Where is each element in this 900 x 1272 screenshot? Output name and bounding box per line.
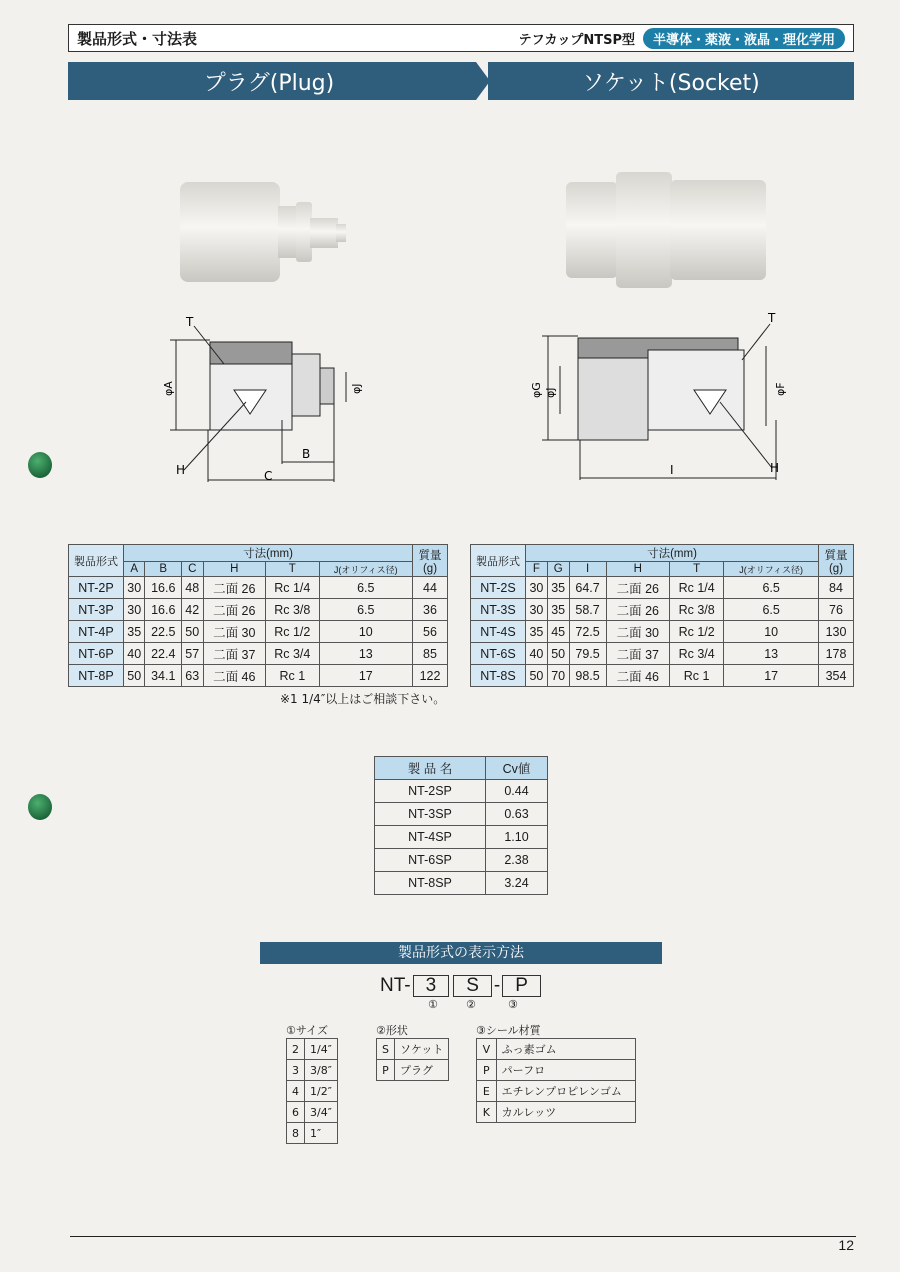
col-header: T <box>670 562 724 577</box>
dim-cell-h: 二面 46 <box>606 665 669 687</box>
dim-cell-c: 50 <box>182 621 203 643</box>
model-cell: NT-2P <box>69 577 124 599</box>
model-cell: NT-6P <box>69 643 124 665</box>
dim-cell-h: 二面 30 <box>606 621 669 643</box>
seal-table <box>476 1038 636 1123</box>
mass-cell: 76 <box>819 599 854 621</box>
socket-label-f: φF <box>774 382 787 396</box>
dim-cell-b: 16.6 <box>145 577 182 599</box>
size-row-code: 2 <box>287 1039 305 1060</box>
shape-table <box>376 1038 449 1081</box>
dim-cell-j: 13 <box>319 643 412 665</box>
cv-value-cell: 2.38 <box>486 849 548 872</box>
cv-value-cell: 3.24 <box>486 872 548 895</box>
dim-cell-i: 64.7 <box>569 577 606 599</box>
table-row <box>471 621 854 643</box>
dim-cell-t: Rc 1 <box>670 665 724 687</box>
dim-cell-f: 40 <box>526 643 548 665</box>
size-row <box>287 1102 338 1123</box>
socket-model-header: 製品形式 <box>471 545 526 577</box>
seal-row-code: E <box>477 1081 497 1102</box>
seal-row <box>477 1060 636 1081</box>
shape-row <box>377 1039 449 1060</box>
table-row <box>471 577 854 599</box>
size-row-value: 3/4″ <box>305 1102 338 1123</box>
dim-cell-h: 二面 26 <box>203 577 266 599</box>
footer-rule <box>70 1236 856 1237</box>
code-sep: - <box>493 975 501 996</box>
cv-name-cell: NT-6SP <box>375 849 486 872</box>
dim-cell-j: 10 <box>319 621 412 643</box>
plug-dimension-table <box>68 544 448 687</box>
table-row <box>375 826 548 849</box>
table-row <box>375 780 548 803</box>
col-header: J(オリフィス径) <box>319 562 412 577</box>
col-header: B <box>145 562 182 577</box>
plug-label-c: C <box>264 469 273 483</box>
dim-cell-i: 58.7 <box>569 599 606 621</box>
dim-cell-t: Rc 1 <box>266 665 320 687</box>
shape-label: ②形状 <box>376 1024 408 1037</box>
model-cell: NT-8P <box>69 665 124 687</box>
shape-row-code: P <box>377 1060 395 1081</box>
socket-dimension-table <box>470 544 854 687</box>
cv-table <box>374 756 548 895</box>
size-row-code: 8 <box>287 1123 305 1144</box>
dim-cell-i: 79.5 <box>569 643 606 665</box>
model-cell: NT-4S <box>471 621 526 643</box>
size-row <box>287 1081 338 1102</box>
marker-3: ③ <box>508 998 518 1011</box>
socket-label-h: H <box>770 461 780 475</box>
size-row <box>287 1060 338 1081</box>
cv-value-cell: 0.63 <box>486 803 548 826</box>
plug-label-j: φJ <box>350 383 363 394</box>
col-header: J(オリフィス径) <box>724 562 819 577</box>
dim-cell-h: 二面 30 <box>203 621 266 643</box>
dim-cell-h: 二面 26 <box>606 577 669 599</box>
col-header: A <box>124 562 145 577</box>
plug-label-a: φA <box>162 381 175 396</box>
model-cell: NT-4P <box>69 621 124 643</box>
dim-cell-i: 72.5 <box>569 621 606 643</box>
shape-row-value: プラグ <box>394 1060 448 1081</box>
binder-hole-icon <box>28 452 52 478</box>
plug-rows <box>69 577 448 687</box>
dim-cell-j: 17 <box>319 665 412 687</box>
plug-heading: プラグ(Plug) <box>68 62 470 100</box>
model-cell: NT-8S <box>471 665 526 687</box>
size-row-value: 3/8″ <box>305 1060 338 1081</box>
code-size: 3 <box>413 975 450 997</box>
dim-cell-h: 二面 37 <box>203 643 266 665</box>
plug-dim-header: 寸法(mm) <box>124 545 413 562</box>
dim-cell-h: 二面 37 <box>606 643 669 665</box>
size-row-value: 1/4″ <box>305 1039 338 1060</box>
plug-label-b: B <box>302 447 311 461</box>
page-header <box>68 24 854 52</box>
plug-photo <box>170 170 360 290</box>
cv-value-header: Cv値 <box>486 757 548 780</box>
size-row-code: 6 <box>287 1102 305 1123</box>
dim-cell-c: 42 <box>182 599 203 621</box>
socket-label-g: φG <box>530 382 543 398</box>
dim-cell-f: 35 <box>526 621 548 643</box>
dim-cell-j: 17 <box>724 665 819 687</box>
socket-mass-header: 質量(g) <box>819 545 854 577</box>
table-row <box>69 665 448 687</box>
table-row <box>471 599 854 621</box>
model-cell: NT-3P <box>69 599 124 621</box>
mass-cell: 84 <box>819 577 854 599</box>
marker-2: ② <box>466 998 476 1011</box>
socket-dim-header: 寸法(mm) <box>526 545 819 562</box>
dim-cell-t: Rc 3/8 <box>266 599 320 621</box>
model-cell: NT-3S <box>471 599 526 621</box>
dim-cell-b: 22.4 <box>145 643 182 665</box>
seal-row-value: パーフロ <box>496 1060 635 1081</box>
cv-rows <box>375 780 548 895</box>
mass-cell: 44 <box>413 577 448 599</box>
table-row <box>69 643 448 665</box>
col-header: T <box>266 562 320 577</box>
dim-cell-h: 二面 26 <box>203 599 266 621</box>
table-row <box>375 803 548 826</box>
dim-cell-b: 22.5 <box>145 621 182 643</box>
table-row <box>69 599 448 621</box>
section-band <box>68 62 854 100</box>
designation-code <box>380 975 543 997</box>
dim-cell-c: 48 <box>182 577 203 599</box>
dim-cell-j: 6.5 <box>319 599 412 621</box>
dim-cell-a: 30 <box>124 599 145 621</box>
table-row <box>471 643 854 665</box>
code-shape: S <box>453 975 492 997</box>
marker-1: ① <box>428 998 438 1011</box>
seal-row-value: カルレッツ <box>496 1102 635 1123</box>
seal-row <box>477 1039 636 1060</box>
seal-row-code: K <box>477 1102 497 1123</box>
dim-cell-c: 57 <box>182 643 203 665</box>
shape-row-code: S <box>377 1039 395 1060</box>
plug-label-t: T <box>186 315 194 329</box>
dim-cell-a: 40 <box>124 643 145 665</box>
col-header: C <box>182 562 203 577</box>
dim-cell-g: 35 <box>547 577 569 599</box>
usage-badge: 半導体・薬液・液晶・理化学用 <box>643 28 845 49</box>
cv-name-cell: NT-2SP <box>375 780 486 803</box>
mass-cell: 130 <box>819 621 854 643</box>
socket-label-j: φJ <box>544 387 557 398</box>
size-row-value: 1/2″ <box>305 1081 338 1102</box>
seal-row-value: ふっ素ゴム <box>496 1039 635 1060</box>
size-row <box>287 1123 338 1144</box>
socket-label-i: I <box>670 463 674 477</box>
dim-cell-f: 30 <box>526 577 548 599</box>
dim-cell-t: Rc 3/4 <box>670 643 724 665</box>
dim-cell-g: 50 <box>547 643 569 665</box>
cv-name-cell: NT-4SP <box>375 826 486 849</box>
product-name: テフカップNTSP型 <box>518 33 635 48</box>
size-row-value: 1″ <box>305 1123 338 1144</box>
dim-cell-j: 10 <box>724 621 819 643</box>
table-row <box>69 577 448 599</box>
mass-cell: 178 <box>819 643 854 665</box>
cv-value-cell: 0.44 <box>486 780 548 803</box>
dim-cell-g: 45 <box>547 621 569 643</box>
mass-cell: 122 <box>413 665 448 687</box>
designation-title: 製品形式の表示方法 <box>260 942 662 964</box>
dim-cell-j: 13 <box>724 643 819 665</box>
col-header: I <box>569 562 606 577</box>
dim-cell-t: Rc 3/4 <box>266 643 320 665</box>
seal-label: ③シール材質 <box>476 1024 541 1037</box>
shape-row-value: ソケット <box>394 1039 448 1060</box>
dim-cell-j: 6.5 <box>319 577 412 599</box>
table-row <box>471 665 854 687</box>
table-row <box>375 872 548 895</box>
size-table <box>286 1038 338 1144</box>
dim-cell-h: 二面 46 <box>203 665 266 687</box>
code-prefix: NT- <box>380 975 411 996</box>
socket-rows <box>471 577 854 687</box>
dim-cell-h: 二面 26 <box>606 599 669 621</box>
plug-label-h: H <box>176 463 186 477</box>
socket-photo <box>560 168 770 292</box>
mass-cell: 85 <box>413 643 448 665</box>
size-row-code: 3 <box>287 1060 305 1081</box>
dim-cell-t: Rc 1/4 <box>266 577 320 599</box>
dim-cell-t: Rc 1/2 <box>266 621 320 643</box>
mass-cell: 354 <box>819 665 854 687</box>
seal-row-value: エチレンプロピレンゴム <box>496 1081 635 1102</box>
page-title: 製品形式・寸法表 <box>77 30 198 48</box>
dim-cell-a: 30 <box>124 577 145 599</box>
col-header: F <box>526 562 548 577</box>
dim-cell-t: Rc 3/8 <box>670 599 724 621</box>
socket-heading: ソケット(Socket) <box>488 62 854 100</box>
table-row <box>375 849 548 872</box>
size-row <box>287 1039 338 1060</box>
shape-row <box>377 1060 449 1081</box>
col-header: G <box>547 562 569 577</box>
page-number: 12 <box>838 1237 854 1253</box>
col-header: H <box>203 562 266 577</box>
plug-model-header: 製品形式 <box>69 545 124 577</box>
dim-cell-j: 6.5 <box>724 599 819 621</box>
plug-drawing <box>150 310 370 490</box>
dim-cell-i: 98.5 <box>569 665 606 687</box>
dim-cell-t: Rc 1/2 <box>670 621 724 643</box>
dim-cell-f: 50 <box>526 665 548 687</box>
dim-cell-t: Rc 1/4 <box>670 577 724 599</box>
dim-cell-j: 6.5 <box>724 577 819 599</box>
plug-mass-header: 質量(g) <box>413 545 448 577</box>
dim-cell-f: 30 <box>526 599 548 621</box>
dim-cell-b: 16.6 <box>145 599 182 621</box>
mass-cell: 56 <box>413 621 448 643</box>
table-row <box>69 621 448 643</box>
cv-name-cell: NT-8SP <box>375 872 486 895</box>
dim-cell-a: 35 <box>124 621 145 643</box>
seal-row <box>477 1081 636 1102</box>
model-cell: NT-2S <box>471 577 526 599</box>
cv-name-cell: NT-3SP <box>375 803 486 826</box>
dim-cell-a: 50 <box>124 665 145 687</box>
socket-label-t: T <box>768 311 776 325</box>
cv-name-header: 製 品 名 <box>375 757 486 780</box>
dim-cell-c: 63 <box>182 665 203 687</box>
model-cell: NT-6S <box>471 643 526 665</box>
consult-note: ※1 1/4″以上はご相談下さい。 <box>280 692 446 706</box>
size-label: ①サイズ <box>286 1024 328 1037</box>
dim-cell-g: 70 <box>547 665 569 687</box>
seal-row <box>477 1102 636 1123</box>
col-header: H <box>606 562 669 577</box>
socket-drawing <box>520 310 800 490</box>
size-row-code: 4 <box>287 1081 305 1102</box>
header-right <box>519 28 845 49</box>
mass-cell: 36 <box>413 599 448 621</box>
code-seal: P <box>502 975 541 997</box>
binder-hole-icon <box>28 794 52 820</box>
seal-row-code: P <box>477 1060 497 1081</box>
seal-row-code: V <box>477 1039 497 1060</box>
dim-cell-b: 34.1 <box>145 665 182 687</box>
cv-value-cell: 1.10 <box>486 826 548 849</box>
dim-cell-g: 35 <box>547 599 569 621</box>
